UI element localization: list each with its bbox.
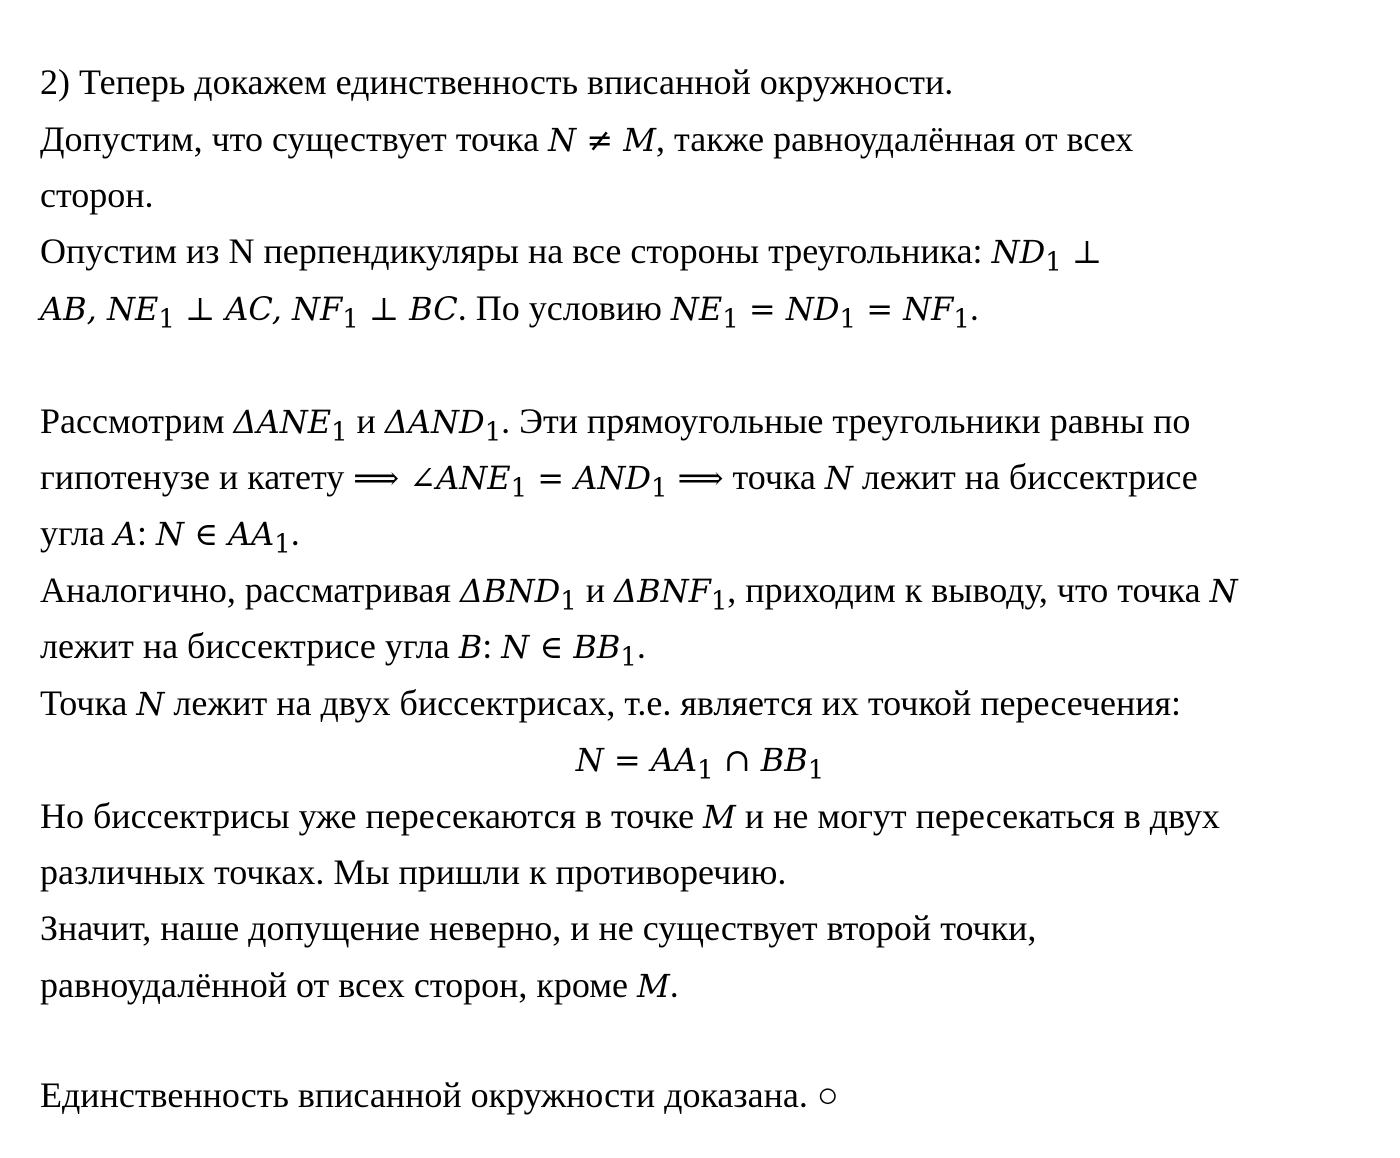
subscript: 1	[274, 529, 291, 560]
subscript: 1	[620, 642, 637, 673]
line-13	[40, 798, 1220, 834]
text: :	[137, 513, 157, 553]
math: N ∈ BB	[501, 628, 621, 666]
line-8	[40, 515, 300, 558]
math: N ≠ M	[548, 121, 657, 159]
math: ⟹	[667, 459, 724, 497]
subscript: 1	[484, 417, 502, 448]
line-16	[40, 967, 679, 1003]
math: ⊥	[1061, 233, 1102, 271]
text: , также равноудалённая от всех	[656, 119, 1134, 159]
math: B	[458, 628, 483, 666]
text: и не могут пересекаться в двух	[735, 796, 1220, 836]
math: ⟹ ∠ANE	[353, 459, 511, 497]
text: равноудалённой от всех сторон, кроме	[40, 965, 637, 1005]
math: ND	[991, 233, 1046, 271]
text: . По условию	[457, 288, 671, 328]
math: N	[1209, 572, 1238, 610]
subscript: 1	[839, 304, 857, 335]
math: ΔBNF	[613, 572, 711, 610]
math: ⊥ BC	[358, 290, 458, 328]
subscript: 1	[650, 473, 668, 504]
subscript: 1	[510, 473, 528, 504]
text: , приходим к выводу, что точка	[727, 570, 1210, 610]
math: ΔBND	[459, 572, 561, 610]
text: Рассмотрим	[40, 401, 234, 441]
subscript: 1	[710, 586, 728, 617]
math: A	[113, 515, 137, 553]
text: угла	[40, 513, 114, 553]
text: гипотенузе и катету	[40, 457, 354, 497]
formula-line	[0, 741, 1400, 784]
text: .	[669, 965, 679, 1005]
math: N ∈ AA	[156, 515, 275, 553]
text: 2) Теперь докажем единственность вписанной окружности.	[40, 62, 954, 102]
text: Единственность вписанной окружности доказана. ○	[40, 1075, 839, 1115]
math: = AND	[527, 459, 651, 497]
text: Но биссектрисы уже пересекаются в точке	[40, 796, 704, 836]
line-9	[40, 572, 1238, 615]
math: ΔAND	[384, 403, 485, 441]
line-5	[40, 290, 979, 333]
text: сторон.	[40, 175, 154, 215]
subscript: 1	[560, 586, 577, 617]
line-14	[40, 854, 786, 890]
subscript: 1	[697, 755, 714, 786]
subscript: 1	[331, 417, 348, 448]
line-15	[40, 910, 1036, 946]
line-1	[40, 64, 953, 100]
text: лежит на биссектрисе угла	[40, 626, 459, 666]
line-2	[40, 121, 1133, 157]
text: . Эти прямоугольные треугольники равны по	[501, 401, 1191, 441]
subscript: 1	[807, 755, 825, 786]
text: Аналогично, рассматривая	[40, 570, 460, 610]
text: лежит на двух биссектрисах, т.е. является их точкой пересечения:	[164, 683, 1182, 723]
line-3	[40, 177, 154, 213]
text: .	[290, 513, 300, 553]
text: и	[576, 570, 614, 610]
text: .	[969, 288, 979, 328]
text: Значит, наше допущение неверно, и не существует второй точки,	[40, 908, 1037, 948]
math: NE	[670, 290, 723, 328]
text: и	[347, 401, 385, 441]
text: Допустим, что существует точка	[40, 119, 549, 159]
math: ΔANE	[233, 403, 332, 441]
line-11	[40, 685, 1181, 721]
math: = ND	[738, 290, 840, 328]
text: Опустим из N перпендикуляры на все стороны треугольника:	[40, 231, 992, 271]
math: AB, NE	[40, 290, 159, 328]
text: различных точках. Мы пришли к противоречию.	[40, 852, 787, 892]
conclusion-line	[40, 1077, 839, 1113]
text: лежит на биссектрисе	[852, 457, 1198, 497]
subscript: 1	[1045, 247, 1062, 278]
line-7	[40, 459, 1198, 502]
math: M	[637, 967, 670, 1005]
text: .	[636, 626, 646, 666]
math: N = AA	[575, 741, 698, 779]
subscript: 1	[158, 304, 175, 335]
line-10	[40, 628, 646, 671]
subscript: 1	[953, 304, 970, 335]
line-6	[40, 403, 1190, 446]
subscript: 1	[722, 304, 739, 335]
math: N	[824, 459, 853, 497]
math: = NF	[856, 290, 954, 328]
math: ∩ BB	[713, 741, 808, 779]
text: точка	[723, 457, 825, 497]
math: ⊥ AC, NF	[174, 290, 343, 328]
text: Точка	[40, 683, 137, 723]
math: N	[136, 685, 165, 723]
line-4	[40, 233, 1102, 276]
text: :	[482, 626, 502, 666]
subscript: 1	[342, 304, 359, 335]
math: M	[703, 798, 736, 836]
